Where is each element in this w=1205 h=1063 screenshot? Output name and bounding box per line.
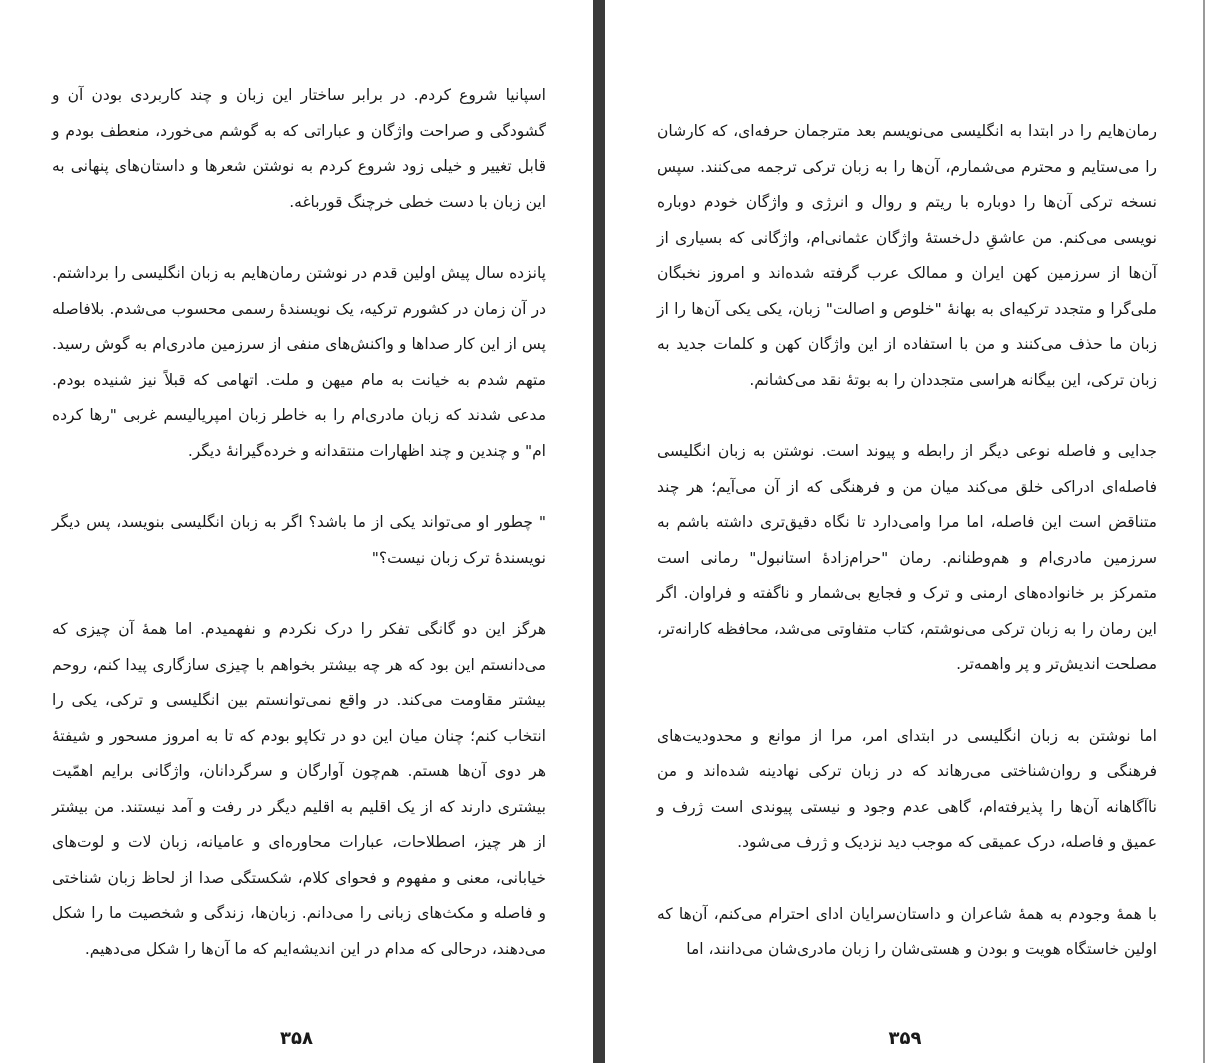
- left-paragraph-3: " چطور او می‌تواند یکی از ما باشد؟ اگر به زبان انگلیسی بنویسد، پس دیگر نویسندهٔ ترک زبان نیست؟": [52, 513, 546, 567]
- right-page: [605, 0, 1205, 1063]
- left-page-text: [52, 78, 546, 1003]
- left-paragraph-1: اسپانیا شروع کردم. در برابر ساختار این زبان و چند کاربردی بودن آن و گشودگی و صراحت واژگان و عباراتی که به گوشم می‌خورد، منعطف بودم و قابل تغییر و خیلی زود شروع کردم به نوشتن شعرها و داستان‌های پنهانی به این زبان با دست خطی خرچنگ قورباغه.: [52, 86, 546, 211]
- right-paragraph-4: با همهٔ وجودم به همهٔ شاعران و داستان‌سرایان ادای احترام می‌کنم، آن‌ها که اولین خاستگاه هویت و بودن و هستی‌شان را زبان مادری‌شان می‌دانند، اما: [657, 904, 1157, 958]
- right-paragraph-3: اما نوشتن به زبان انگلیسی در ابتدای امر، مرا از موانع و محدودیت‌های فرهنگی و روان‌شناختی می‌رهاند که در زبان ترکی نهادینه شده‌اند و من ناآگاهانه آن‌ها را پذیرفته‌ام، گاهی عدم وجود و نیستی پیوندی است ژرف و عمیق و فاصله، درک عمیقی که موجب دید نزدیک و ژرف می‌شود.: [657, 726, 1157, 851]
- left-paragraph-2: پانزده سال پیش اولین قدم در نوشتن رمان‌هایم به زبان انگلیسی را برداشتم. در آن زمان در کشورم ترکیه، یک نویسندهٔ رسمی محسوب می‌شدم. بلافاصله پس از این کار صداها و واکنش‌های منفی از سرزمین مادری‌ام به گوش رسید. متهم شدم به خیانت به مام میهن و ملت. اتهامی که قبلاً نیز شنیده بودم. مدعی شدند که زبان مادری‌ام را به خاطر زبان امپریالیسم غربی "رها کرده ام" و چندین و چند اظهارات منتقدانه و خرده‌گیرانهٔ دیگر.: [52, 264, 546, 460]
- left-page: [0, 0, 593, 1063]
- left-paragraph-4: هرگز این دو گانگی تفکر را درک نکردم و نفهمیدم. اما همهٔ آن چیزی که می‌دانستم این بود که هر چه بیشتر بخواهم با چیزی سازگاری پیدا کنم، روحم بیشتر مقاومت می‌کند. در واقع نمی‌توانستم بین انگلیسی و ترکی، یکی را انتخاب کنم؛ چنان میان این دو در تکاپو بودم که تا به امروز مسحور و شیفتهٔ هر دوی آن‌ها هستم. هم‌چون آوارگان و سرگردانان، واژگانی برایم اهمّیت بیشتری دارند که از یک اقلیم به اقلیم دیگر در رفت و آمد نیستند. من بیشتر از هر چیز، اصطلاحات، عبارات محاوره‌ای و عامیانه، زبان لات و لوت‌های خیابانی، معنی و مفهوم و فحوای کلام، شکستگی صدا از لحاظ زبان شناختی و فاصله و مکث‌های زبانی را می‌دانم. زبان‌ها، زندگی و شخصیت ما را شکل می‌دهند، درحالی که مدام در این اندیشه‌ایم که ما آن‌ها را شکل می‌دهیم.: [52, 620, 546, 958]
- left-page-number: ۳۵۸: [280, 1028, 313, 1049]
- book-gutter: [593, 0, 605, 1063]
- right-paragraph-2: جدایی و فاصله نوعی دیگر از رابطه و پیوند است. نوشتن به زبان انگلیسی فاصله‌ای ادراکی خلق می‌کند میان من و فرهنگی که از آن می‌آیم؛ هر چند متناقض است این فاصله، اما مرا وامی‌دارد تا نگاه دقیق‌تری داشته باشم به سرزمین مادری‌ام و هم‌وطنانم. رمان "حرام‌زادهٔ استانبول" رمانی است متمرکز بر خانواده‌های ارمنی و ترک و فجایع بی‌شمار و ناگفته و فراوان. اگر این رمان را به زبان ترکی می‌نوشتم، کتاب متفاوتی می‌شد، محافظه کارانه‌تر، مصلحت اندیش‌تر و پر واهمه‌تر.: [657, 442, 1157, 673]
- right-paragraph-1: رمان‌هایم را در ابتدا به انگلیسی می‌نویسم بعد مترجمان حرفه‌ای، که کارشان را می‌ستایم و محترم می‌شمارم، آن‌ها را به زبان ترکی ترجمه می‌کنند. سپس نسخه ترکی آن‌ها را دوباره با ریتم و روال و انرژی و واژگان خودم دوباره نویسی می‌کنم. من عاشقِ دل‌خستهٔ واژگان عثمانی‌ام، واژگانی که بسیاری از آن‌ها از سرزمین کهن ایران و ممالک عرب گرفته شده‌اند و امروز نخبگان ملی‌گرا و متجدد ترکیه‌ای به بهانهٔ "خلوص و اصالت" زبان، یکی یکی آن‌ها را از زبان ما حذف می‌کنند و من با استفاده از این واژگان کهن و کلمات جدید به زبان ترکی، این بیگانه هراسی متجددان را به بوتهٔ نقد می‌کشانم.: [657, 122, 1157, 389]
- right-page-number: ۳۵۹: [888, 1028, 922, 1049]
- right-page-text: [657, 114, 1157, 1004]
